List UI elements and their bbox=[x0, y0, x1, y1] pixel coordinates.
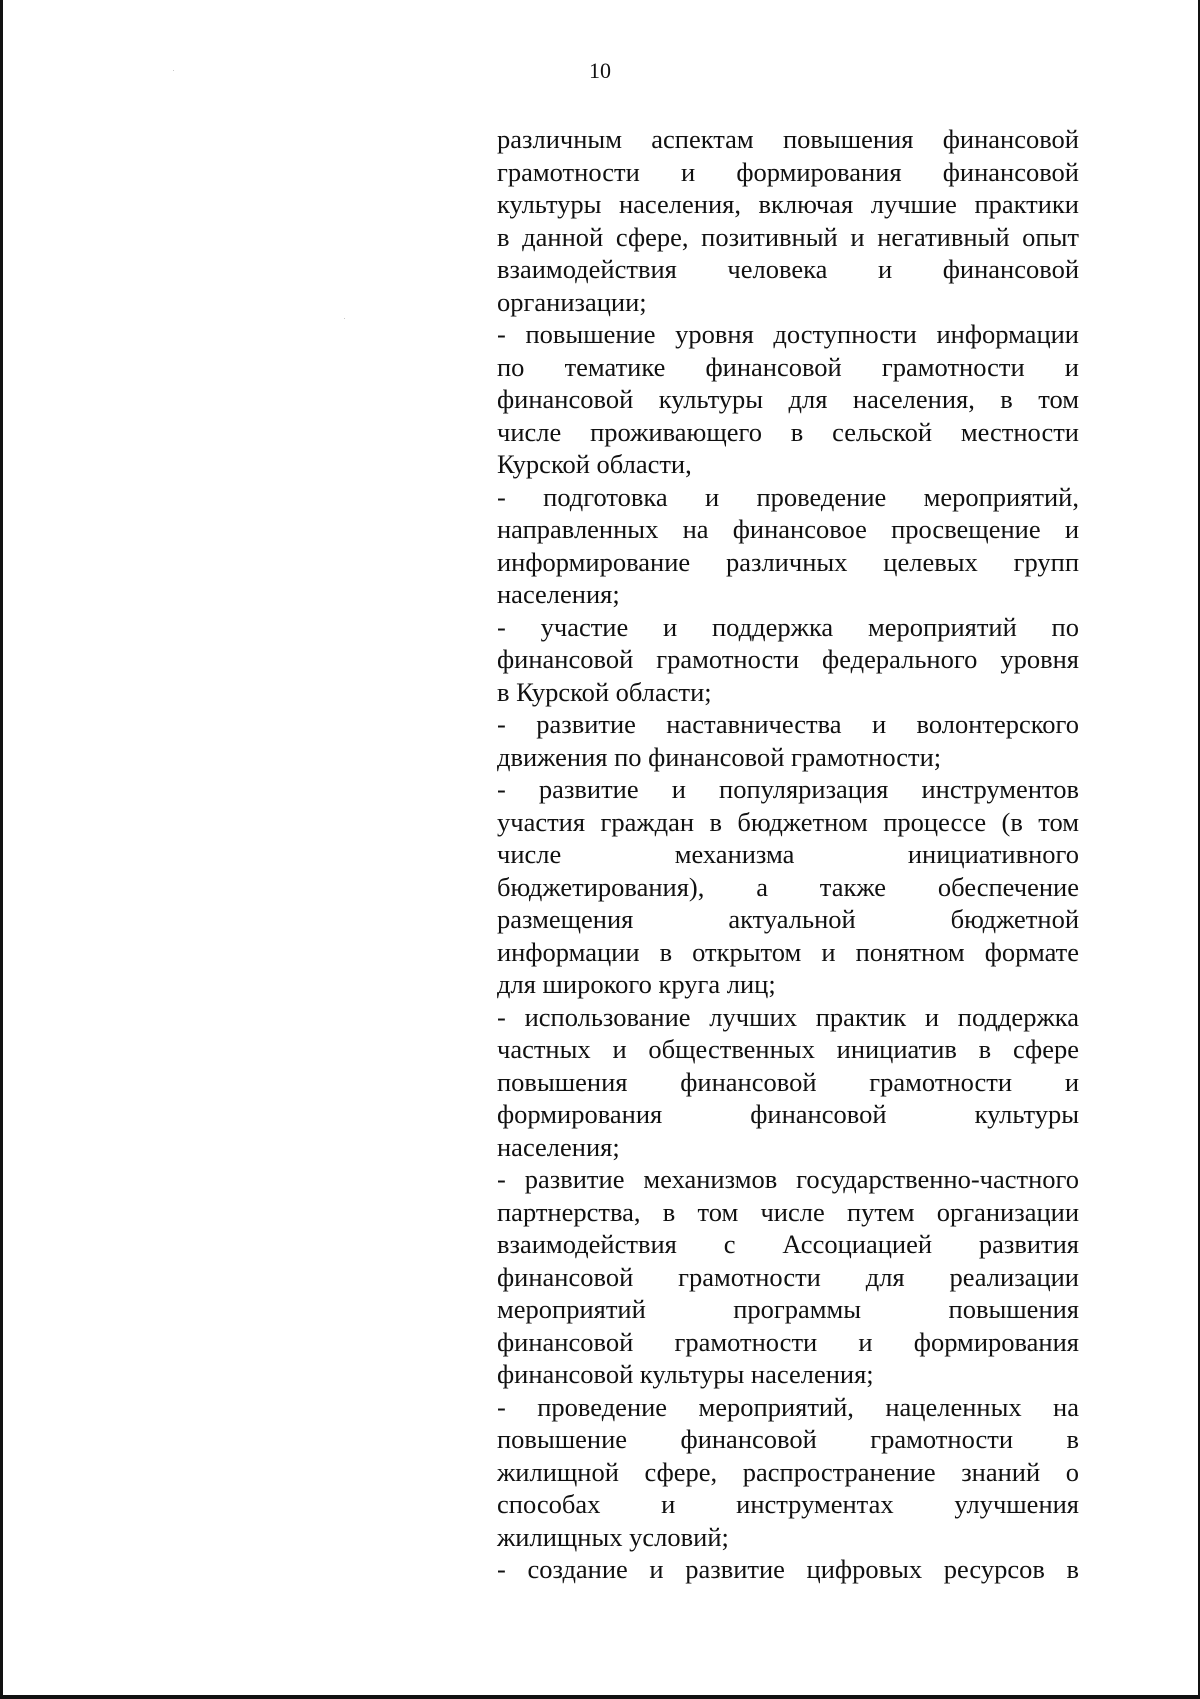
text-line: числе механизма инициативного bbox=[497, 839, 1079, 869]
text-line: различным аспектам повышения финансовой bbox=[497, 124, 1079, 154]
page-number: 10 bbox=[589, 58, 611, 83]
paragraph bbox=[497, 481, 1079, 611]
text-line: направленных на финансовое просвещение и bbox=[497, 514, 1079, 544]
text-line: в Курской области; bbox=[497, 676, 712, 707]
text-line: - создание и развитие цифровых ресурсов в bbox=[497, 1554, 1079, 1584]
text-line: информации в открытом и понятном формате bbox=[497, 936, 1079, 967]
text-line: повышение финансовой грамотности в bbox=[497, 1424, 1079, 1454]
scan-border-bottom bbox=[0, 1695, 1200, 1699]
text-line: - проведение мероприятий, нацеленных на bbox=[497, 1391, 1079, 1422]
text-line: числе проживающего в сельской местности bbox=[497, 416, 1079, 447]
text-line: мероприятий программы повышения bbox=[497, 1294, 1079, 1324]
text-line: взаимодействия с Ассоциацией развития bbox=[497, 1229, 1079, 1259]
document-body bbox=[497, 123, 1079, 1586]
text-line: - использование лучших практик и поддержка bbox=[497, 1001, 1079, 1032]
paragraph bbox=[497, 318, 1079, 481]
text-line: размещения актуальной бюджетной bbox=[497, 904, 1079, 934]
text-line: частных и общественных инициатив в сфере bbox=[497, 1034, 1079, 1064]
text-line: населения; bbox=[497, 579, 620, 609]
text-line: финансовой грамотности федерального уровня bbox=[497, 644, 1079, 674]
text-line: финансовой культуры для населения, в том bbox=[497, 384, 1079, 414]
text-line: Курской области, bbox=[497, 449, 692, 479]
text-line: взаимодействия человека и финансовой bbox=[497, 254, 1079, 284]
paragraph bbox=[497, 611, 1079, 709]
text-line: - участие и поддержка мероприятий по bbox=[497, 611, 1079, 642]
paragraph bbox=[497, 1553, 1079, 1586]
paragraph bbox=[497, 1391, 1079, 1554]
text-line: финансовой грамотности для реализации bbox=[497, 1261, 1079, 1292]
text-line: культуры населения, включая лучшие практики bbox=[497, 189, 1079, 219]
paragraph bbox=[497, 123, 1079, 318]
text-line: по тематике финансовой грамотности и bbox=[497, 351, 1079, 382]
text-line: повышения финансовой грамотности и bbox=[497, 1066, 1079, 1097]
text-line: в данной сфере, позитивный и негативный опыт bbox=[497, 221, 1079, 252]
paragraph bbox=[497, 1001, 1079, 1164]
text-line: организации; bbox=[497, 286, 647, 317]
paragraph bbox=[497, 1163, 1079, 1391]
text-line: финансовой культуры населения; bbox=[497, 1359, 874, 1389]
text-line: участия граждан в бюджетном процессе (в том bbox=[497, 806, 1079, 837]
text-line: формирования финансовой культуры bbox=[497, 1099, 1079, 1129]
text-line: - развитие наставничества и волонтерского bbox=[497, 709, 1079, 739]
text-line: - подготовка и проведение мероприятий, bbox=[497, 481, 1079, 512]
text-line: движения по финансовой грамотности; bbox=[497, 741, 942, 772]
text-line: финансовой грамотности и формирования bbox=[497, 1326, 1079, 1357]
text-line: - развитие и популяризация инструментов bbox=[497, 774, 1079, 804]
text-line: бюджетирования), а также обеспечение bbox=[497, 871, 1079, 902]
text-line: населения; bbox=[497, 1131, 620, 1162]
paragraph bbox=[497, 773, 1079, 1001]
scan-speck bbox=[344, 318, 345, 319]
text-line: грамотности и формирования финансовой bbox=[497, 156, 1079, 187]
paragraph bbox=[497, 708, 1079, 773]
scan-border-left bbox=[0, 0, 3, 1699]
text-line: информирование различных целевых групп bbox=[497, 546, 1079, 577]
text-line: - повышение уровня доступности информации bbox=[497, 319, 1079, 349]
text-line: жилищных условий; bbox=[497, 1521, 729, 1552]
text-line: жилищной сфере, распространение знаний о bbox=[497, 1456, 1079, 1487]
text-line: партнерства, в том числе путем организации bbox=[497, 1196, 1079, 1227]
text-line: способах и инструментах улучшения bbox=[497, 1489, 1079, 1519]
text-line: - развитие механизмов государственно-частного bbox=[497, 1164, 1079, 1194]
text-line: для широкого круга лиц; bbox=[497, 969, 776, 999]
